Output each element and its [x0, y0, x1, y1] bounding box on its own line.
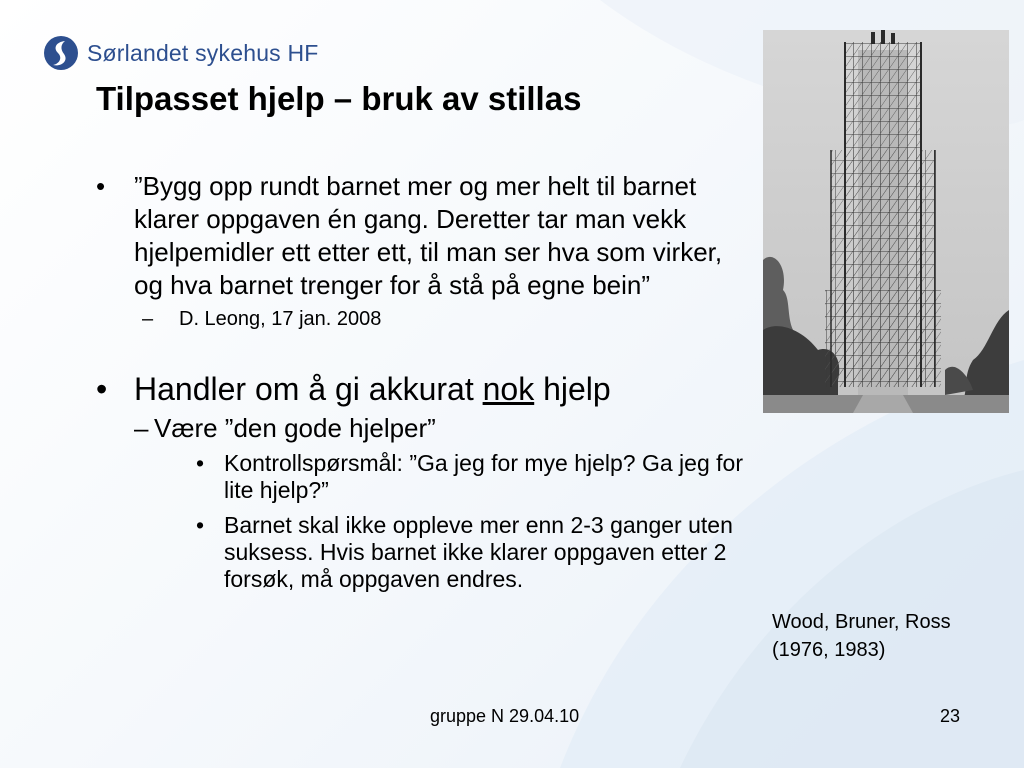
bullet-symbol: • [196, 450, 205, 476]
page-number: 23 [940, 706, 961, 726]
bullet-text: ”Bygg opp rundt barnet mer og mer helt til barnet klarer oppgaven én gang. Deretter tar man vekk hjelpemidler ett etter ett, til man ser hva som virker, og hva barnet trenger for å stå på egne bein” [134, 171, 723, 300]
logo [44, 36, 319, 70]
bullet-quote [96, 170, 746, 302]
sub-bullet-text: Være ”den gode hjelper” [154, 413, 436, 443]
bullet-text-after: hjelp [534, 371, 611, 407]
bullet-text-before: Handler om å gi akkurat [134, 371, 483, 407]
dash-symbol: – [134, 413, 149, 443]
slide-content [96, 170, 746, 593]
sub-sub-bullet-text: Kontrollspørsmål: ”Ga jeg for mye hjelp? Ga jeg for lite hjelp?” [224, 450, 743, 503]
bullet-symbol: • [96, 371, 108, 407]
scaffolded-tower-photo [763, 30, 1009, 413]
bullet-text [134, 370, 611, 408]
bullet-symbol: • [96, 171, 106, 201]
logo-text: Sørlandet sykehus HF [87, 39, 319, 66]
dash-symbol: – [142, 308, 154, 330]
bullet-help [96, 370, 746, 408]
sorlandet-logo-icon [44, 36, 78, 70]
bullet-symbol: • [196, 512, 205, 538]
credit-authors: Wood, Bruner, Ross [772, 611, 951, 633]
sub-sub-bullet-success [196, 512, 746, 593]
sub-bullet-helper [134, 412, 746, 444]
sub-sub-bullet-text: Barnet skal ikke oppleve mer enn 2-3 ganger uten suksess. Hvis barnet ikke klarer oppgaven etter 2 forsøk, må oppgaven endres. [224, 512, 733, 592]
slide-title: Tilpasset hjelp – bruk av stillas [96, 80, 582, 117]
credit-years: (1976, 1983) [772, 639, 886, 661]
sub-bullet-text: D. Leong, 17 jan. 2008 [179, 308, 382, 330]
underlined-word: nok [482, 371, 535, 407]
sub-sub-bullet-control [196, 450, 746, 504]
sub-bullet-source [142, 306, 746, 332]
image-credit [772, 608, 1012, 664]
footer-text: gruppe N 29.04.10 [430, 706, 580, 726]
